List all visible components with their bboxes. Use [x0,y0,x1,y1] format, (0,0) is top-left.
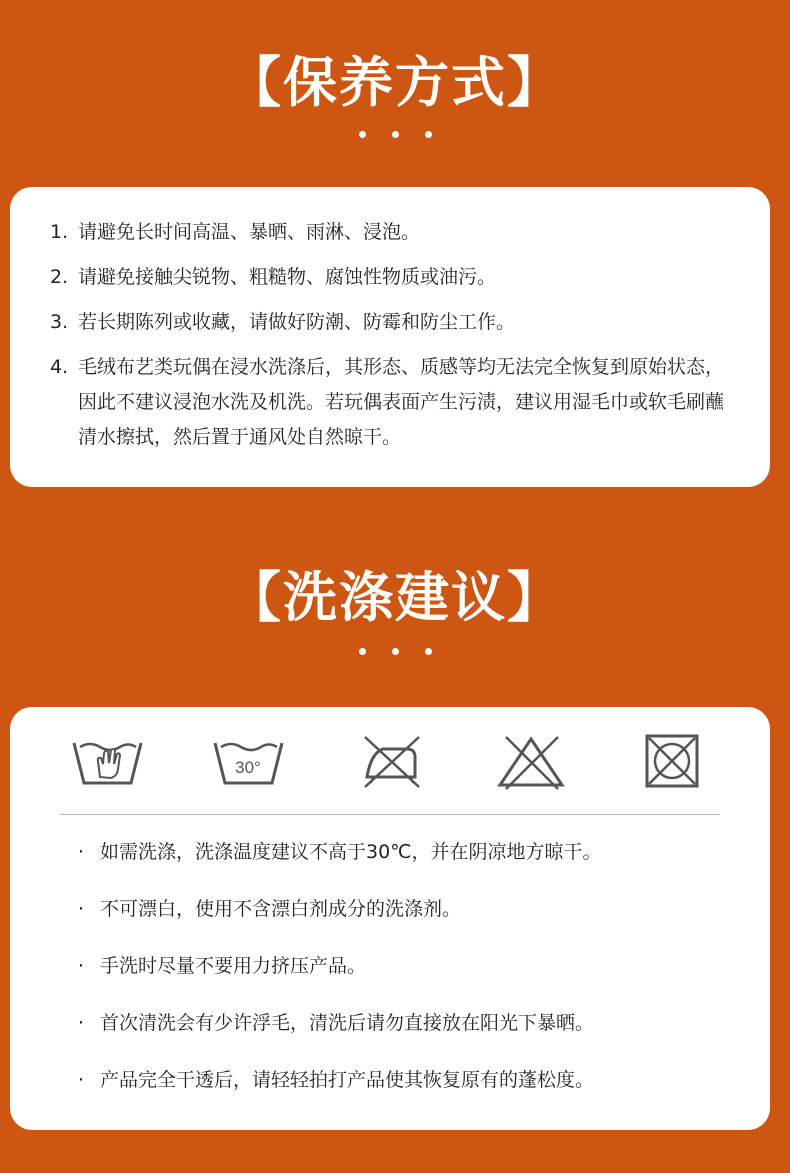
care-item-text: 请避免接触尖锐物、粗糙物、腐蚀性物质或油污。 [78,266,497,288]
care-list [10,187,770,455]
wash-item-text: 不可漂白，使用不含漂白剂成分的洗涤剂。 [100,898,462,920]
care-dots [0,131,790,138]
wash-item-text: 产品完全干透后，请轻轻拍打产品使其恢复原有的蓬松度。 [100,1069,595,1091]
bullet: · [78,1012,85,1034]
wash-item [78,1063,602,1120]
no-iron-icon [353,731,428,791]
care-item [50,305,770,340]
dot [359,648,366,655]
wash-item [78,835,602,892]
care-item [50,215,770,250]
care-item-number: 4. [50,356,69,378]
dot [425,131,432,138]
wash-temperature-label: 30° [235,758,262,777]
dot [359,131,366,138]
dot [392,131,399,138]
care-card [10,187,770,487]
care-symbols [70,731,710,791]
bullet: · [78,898,85,920]
care-item-number: 2. [50,266,69,288]
bullet: · [78,841,85,863]
wash-item [78,892,602,949]
wash-item-text: 如需洗涤，洗涤温度建议不高于30℃，并在阴凉地方晾干。 [100,841,602,863]
wash-30-icon [211,731,286,791]
care-item-number: 1. [50,221,69,243]
dot [425,648,432,655]
wash-item-text: 手洗时尽量不要用力挤压产品。 [100,955,367,977]
care-item-text: 请避免长时间高温、暴晒、雨淋、浸泡。 [78,221,421,243]
hand-wash-icon [70,731,145,791]
wash-item-text: 首次清洗会有少许浮毛，清洗后请勿直接放在阳光下暴晒。 [100,1012,595,1034]
wash-list [78,835,602,1120]
care-item-number: 3. [50,311,69,333]
bullet: · [78,955,85,977]
care-item [50,260,770,295]
wash-dots [0,648,790,655]
care-item-text: 毛绒布艺类玩偶在浸水洗涤后，其形态、质感等均无法完全恢复到原始状态，因此不建议浸泡水洗及机洗。若玩偶表面产生污渍，建议用湿毛巾或软毛刷蘸清水擦拭，然后置于通风处自然晾干。 [78,356,725,448]
care-item-text: 若长期陈列或收藏，请做好防潮、防霉和防尘工作。 [78,311,516,333]
wash-card [10,707,770,1130]
bullet: · [78,1069,85,1091]
dot [392,648,399,655]
wash-section-title: 【洗涤建议】 [227,566,563,629]
wash-item [78,949,602,1006]
divider [60,814,720,815]
no-bleach-icon [494,731,569,791]
wash-item [78,1006,602,1063]
care-section-title: 【保养方式】 [227,51,563,114]
care-item [50,350,770,455]
no-tumble-dry-icon [635,731,710,791]
